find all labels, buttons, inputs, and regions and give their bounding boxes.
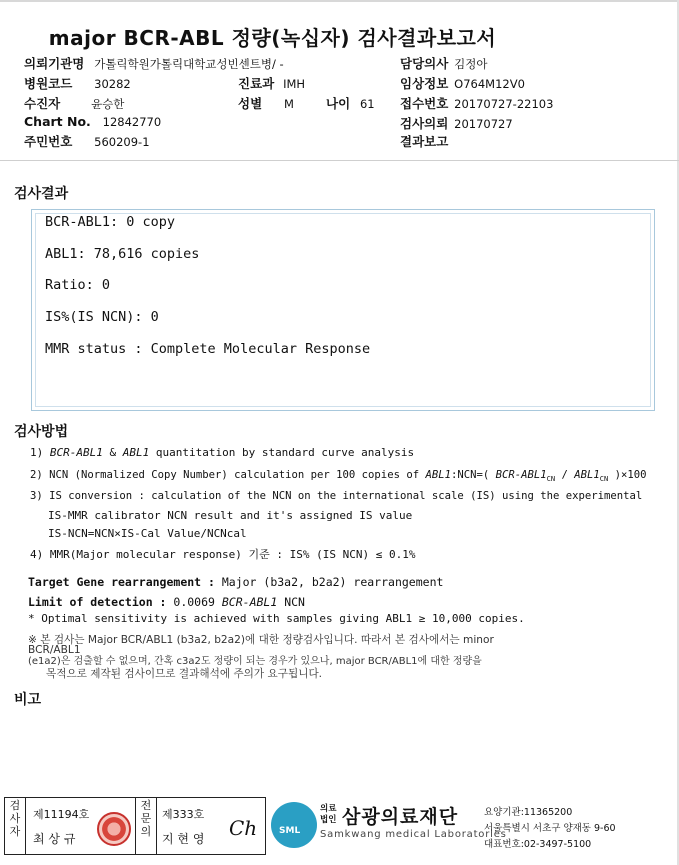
remarks-section-title: 비고 xyxy=(14,692,42,708)
lod-label: Limit of detection : xyxy=(28,595,167,609)
page-top-border xyxy=(0,0,679,2)
signature-box xyxy=(4,797,266,855)
official-seal xyxy=(97,812,131,846)
header-receipt xyxy=(400,94,553,112)
tester-label-cell xyxy=(5,798,26,855)
doctor-label: 담당의사 xyxy=(400,56,449,71)
hospital-code-label: 병원코드 xyxy=(24,76,73,91)
org-phone: 대표번호:02-3497-5100 xyxy=(484,839,592,850)
lod-unit: NCN xyxy=(277,595,305,609)
method-item-3-num: 3) xyxy=(30,490,43,502)
note-line-3: 목적으로 제작된 검사이므로 결과해석에 주의가 요구됩니다. xyxy=(46,668,323,680)
results-box xyxy=(31,209,655,411)
method-item-2-sub1: CN xyxy=(546,475,556,484)
method-item-1-num: 1) xyxy=(30,446,44,459)
method-item-2-mult: )×100 xyxy=(608,469,647,481)
method-item-2-eq: :NCN=( xyxy=(450,469,496,481)
result-ratio: Ratio: 0 xyxy=(45,277,111,293)
id-label: 주민번호 xyxy=(24,134,73,149)
report-title: major BCR-ABL 정량(녹십자) 검사결과보고서 xyxy=(48,26,497,50)
specialist-signature: Ch xyxy=(229,816,258,840)
age-label: 나이 xyxy=(326,96,351,111)
department-value: IMH xyxy=(283,77,306,91)
header-clinical xyxy=(400,74,525,92)
chart-value: 12842770 xyxy=(102,115,162,129)
method-item-1-gene2: ABL1 xyxy=(122,446,150,459)
target-gene-label: Target Gene rearrangement : xyxy=(28,575,215,589)
method-item-3-line1: IS conversion : calculation of the NCN on the international scale (IS) using the experimental xyxy=(49,490,643,502)
age-value: 61 xyxy=(359,97,375,111)
lod-value: 0.0069 xyxy=(166,595,222,609)
method-item-4 xyxy=(30,546,416,562)
header-id xyxy=(24,132,150,150)
org-type-2: 법인 xyxy=(320,815,337,825)
header-department xyxy=(238,74,305,92)
header-age xyxy=(326,94,375,112)
method-item-1-amp: & xyxy=(102,446,123,459)
header-chart xyxy=(24,114,161,129)
header-report xyxy=(400,132,450,150)
org-english-name: Samkwang medical Laboratories xyxy=(320,829,507,840)
method-item-2-text: NCN (Normalized Copy Number) calculation per 100 copies of xyxy=(49,469,426,481)
limit-of-detection xyxy=(28,595,305,609)
method-item-3 xyxy=(30,490,642,502)
lod-gene: BCR-ABL1 xyxy=(221,595,278,609)
method-item-3-line2: IS-MMR calibrator NCN result and it's assigned IS value xyxy=(48,509,413,522)
method-item-2-div: / xyxy=(555,469,575,481)
specialist-name: 지 현 영 xyxy=(162,832,205,846)
optimal-sensitivity: * Optimal sensitivity is achieved with samples giving ABL1 ≥ 10,000 copies. xyxy=(28,612,525,625)
header-doctor xyxy=(400,54,487,72)
target-gene-value: Major (b3a2, b2a2) rearrangement xyxy=(214,575,444,589)
note-line-2b: (e1a2)은 검출할 수 없으며, 간혹 c3a2도 정량이 되는 경우가 있으나, major BCR/ABL1에 대한 정량을 xyxy=(28,656,482,667)
method-item-2-abl: ABL1 xyxy=(574,469,600,481)
method-item-1-gene1: BCR-ABL1 xyxy=(49,446,103,459)
receipt-value: 20170727-22103 xyxy=(454,97,554,111)
method-item-2-bcr: BCR-ABL1 xyxy=(495,469,547,481)
result-abl1: ABL1: 78,616 copies xyxy=(45,246,200,262)
results-section-title: 검사결과 xyxy=(14,186,69,202)
target-gene xyxy=(28,575,443,589)
tester-license-no: 제11194호 xyxy=(33,808,90,821)
header-institution xyxy=(24,54,284,72)
clinical-value: O764M12V0 xyxy=(454,77,525,91)
id-value: 560209-1 xyxy=(94,135,150,149)
header-sex xyxy=(238,94,294,112)
sml-logo-icon xyxy=(271,802,317,848)
doctor-value: 김정아 xyxy=(454,57,488,71)
org-type-1: 의료 xyxy=(320,804,337,814)
org-name: 삼광의료재단 xyxy=(342,806,459,828)
tester-name: 최 상 규 xyxy=(33,832,76,846)
method-item-1 xyxy=(30,446,414,459)
request-value: 20170727 xyxy=(454,117,513,131)
specialist-label: 전문의 xyxy=(140,799,152,838)
method-item-1-text: quantitation by standard curve analysis xyxy=(149,446,415,459)
receipt-label: 접수번호 xyxy=(400,96,449,111)
header-request xyxy=(400,114,513,132)
header-divider xyxy=(0,160,679,161)
note-line-1: ※ 본 검사는 Major BCR/ABL1 (b3a2, b2a2)에 대한 정량검사입니다. 따라서 본 검사에서는 minor xyxy=(28,634,494,646)
method-item-4-text: MMR(Major molecular response) 기준 : IS% (IS NCN) ≤ 0.1% xyxy=(49,548,416,561)
clinical-label: 임상정보 xyxy=(400,76,449,91)
method-item-4-num: 4) xyxy=(30,548,44,561)
org-code: 요양기관:11365200 xyxy=(484,807,573,818)
specialist-license-no: 제333호 xyxy=(162,808,205,821)
method-item-2-num: 2) xyxy=(30,469,43,481)
report-label: 결과보고 xyxy=(400,134,449,149)
method-item-2-sub2: CN xyxy=(599,475,609,484)
hospital-code-value: 30282 xyxy=(94,77,131,91)
recipient-value: 윤승한 xyxy=(91,97,125,111)
request-label: 검사의뢰 xyxy=(400,116,449,131)
header-recipient xyxy=(24,94,124,112)
method-section-title: 검사방법 xyxy=(14,424,69,440)
institution-label: 의뢰기관명 xyxy=(24,56,85,71)
specialist-label-cell xyxy=(135,798,157,855)
sml-logo-text: SML xyxy=(279,826,301,836)
department-label: 진료과 xyxy=(238,76,275,91)
org-address: 서울특별시 서초구 양재동 9-60 xyxy=(484,823,616,834)
method-item-2-gene: ABL1 xyxy=(425,469,451,481)
sex-value: M xyxy=(283,97,294,111)
sex-label: 성별 xyxy=(238,96,263,111)
recipient-label: 수진자 xyxy=(24,96,61,111)
tester-label: 검사자 xyxy=(9,799,21,838)
result-is-percent: IS%(IS NCN): 0 xyxy=(45,309,159,325)
result-mmr-status: MMR status : Complete Molecular Response xyxy=(45,341,371,357)
institution-value: 가톨릭학원가톨릭대학교성빈센트병/ - xyxy=(94,57,284,71)
method-item-3-line3: IS-NCN=NCN×IS-Cal Value/NCNcal xyxy=(48,527,247,540)
header-hospital-code xyxy=(24,74,131,92)
result-bcr-abl1: BCR-ABL1: 0 copy xyxy=(45,214,176,230)
note-line-2a: BCR/ABL1 xyxy=(28,644,81,656)
chart-label: Chart No. xyxy=(24,114,91,129)
method-item-2 xyxy=(30,469,646,483)
